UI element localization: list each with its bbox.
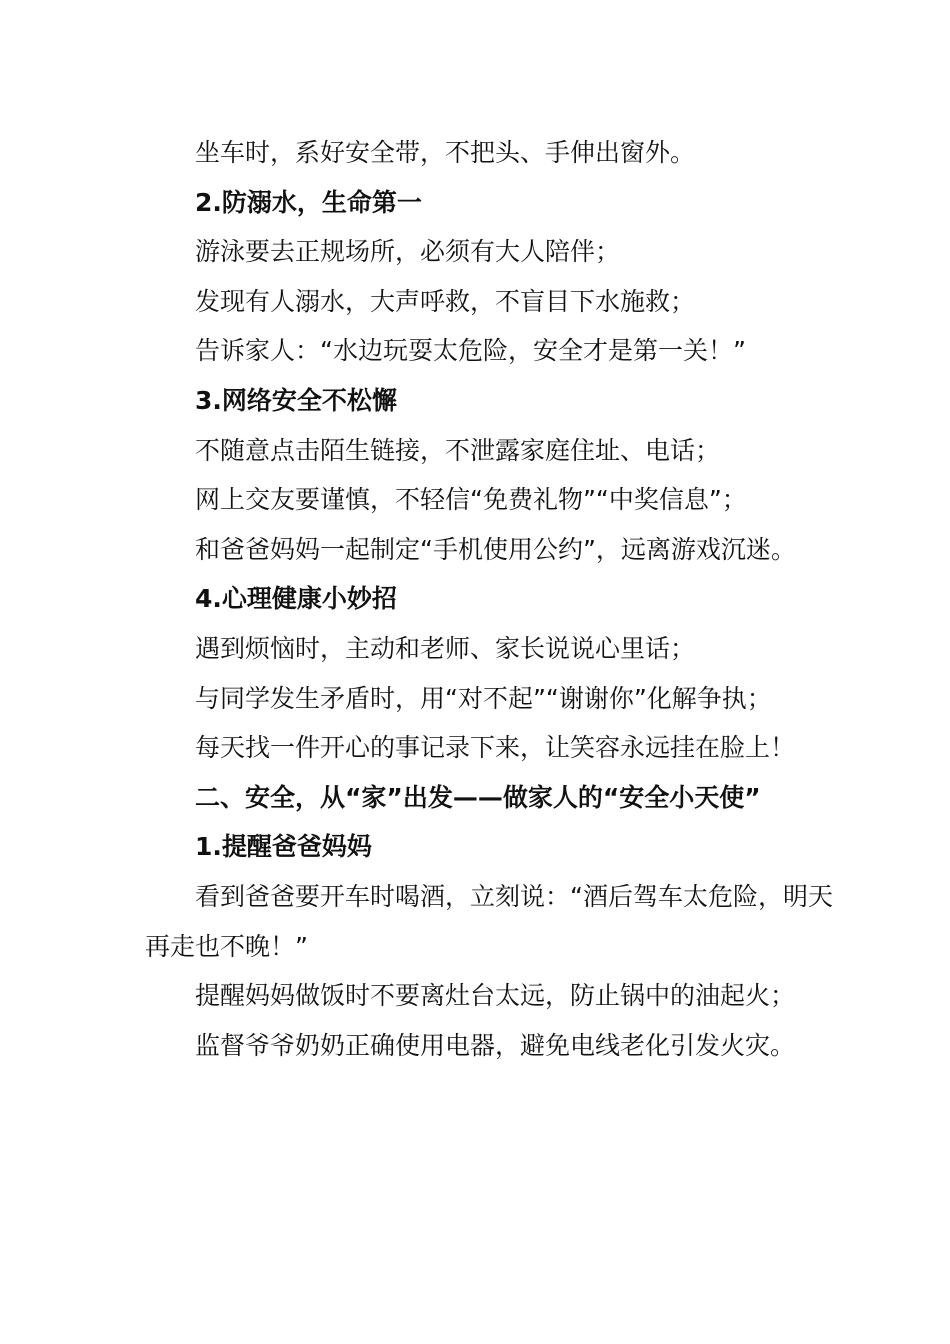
- heading-network-safety: 3.网络安全不松懈: [195, 385, 397, 415]
- heading-section-two: 二、安全，从“家”出发——做家人的“安全小天使”: [195, 782, 761, 812]
- paragraph-rescue: 发现有人溺水，大声呼救，不盲目下水施救；: [195, 286, 696, 316]
- paragraph-online-friends: 网上交友要谨慎，不轻信“免费礼物”“中奖信息”；: [195, 485, 747, 515]
- paragraph-car-safety: 坐车时，系好安全带，不把头、手伸出窗外。: [195, 138, 696, 167]
- heading-mental-health: 4.心理健康小妙招: [195, 584, 397, 614]
- paragraph-cooking: 提醒妈妈做饭时不要离灶台太远，防止锅中的油起火；: [195, 981, 796, 1011]
- heading-drowning-prevention: 2.防溺水，生命第一: [195, 187, 422, 217]
- paragraph-swimming: 游泳要去正规场所，必须有大人陪伴；: [195, 237, 621, 267]
- paragraph-happy-record: 每天找一件开心的事记录下来，让笑容永远挂在脸上！: [195, 733, 796, 763]
- paragraph-tell-family: 告诉家人：“水边玩耍太危险，安全才是第一关！”: [195, 336, 746, 366]
- paragraph-conflict: 与同学发生矛盾时，用“对不起”“谢谢你”化解争执；: [195, 683, 772, 713]
- heading-remind-parents: 1.提醒爸爸妈妈: [195, 832, 372, 862]
- document-body: [145, 128, 835, 1070]
- paragraph-drunk-driving: 看到爸爸要开车时喝酒，立刻说：“酒后驾车太危险，明天再走也不晚！”: [145, 881, 833, 961]
- paragraph-phone-agreement: 和爸爸妈妈一起制定“手机使用公约”，远离游戏沉迷。: [195, 534, 796, 564]
- paragraph-talk: 遇到烦恼时，主动和老师、家长说说心里话；: [195, 633, 696, 663]
- paragraph-links: 不随意点击陌生链接，不泄露家庭住址、电话；: [195, 435, 721, 465]
- paragraph-electrical: 监督爷爷奶奶正确使用电器，避免电线老化引发火灾。: [195, 1030, 796, 1060]
